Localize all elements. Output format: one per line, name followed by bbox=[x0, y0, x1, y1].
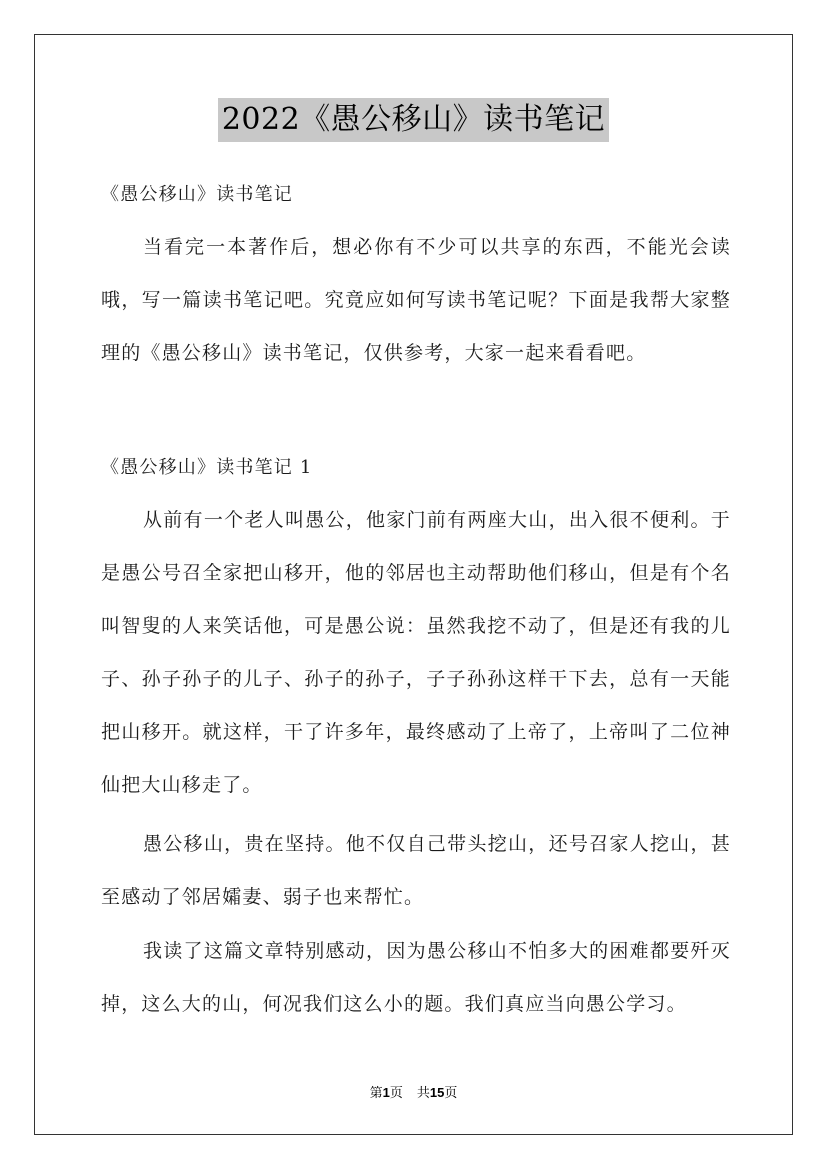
footer-page-prefix: 第 bbox=[369, 1085, 383, 1100]
intro-heading: 《愚公移山》读书笔记 bbox=[101, 184, 293, 205]
section1-heading: 《愚公移山》读书笔记 1 bbox=[101, 457, 313, 478]
footer-total-pages: 15 bbox=[429, 1085, 445, 1100]
footer-total-prefix: 共 bbox=[416, 1085, 430, 1100]
footer-page-suffix: 页 bbox=[389, 1085, 403, 1100]
section1-paragraph-3: 我读了这篇文章特别感动，因为愚公移山不怕多大的困难都要歼灭掉，这么大的山，何况我们这么小的题。我们真应当向愚公学习。 bbox=[101, 940, 731, 1015]
title-wrap bbox=[0, 98, 827, 142]
section1-paragraph-1: 从前有一个老人叫愚公，他家门前有两座大山，出入很不便利。于是愚公号召全家把山移开，他的邻居也主动帮助他们移山，但是有个名叫智叟的人来笑话他，可是愚公说：虽然我挖不动了，但是还有我的儿子、孙子孙子的儿子、孙子的孙子，子子孙孙这样干下去，总有一天能把山移开。就这样，干了许多年，最终感动了上帝了，上帝叫了二位神仙把大山移走了。 bbox=[101, 509, 731, 796]
intro-paragraph: 当看完一本著作后，想必你有不少可以共享的东西，不能光会读哦，写一篇读书笔记吧。究竟应如何写读书笔记呢？下面是我帮大家整理的《愚公移山》读书笔记，仅供参考，大家一起来看看吧。 bbox=[101, 236, 731, 364]
footer-page-number: 1 bbox=[382, 1085, 390, 1100]
section1-paragraph-2: 愚公移山，贵在坚持。他不仅自己带头挖山，还号召家人挖山，甚至感动了邻居孀妻、弱子也来帮忙。 bbox=[101, 833, 731, 908]
page-footer bbox=[0, 1082, 827, 1101]
document-title: 2022《愚公移山》读书笔记 bbox=[218, 98, 609, 142]
footer-total-suffix: 页 bbox=[444, 1085, 458, 1100]
